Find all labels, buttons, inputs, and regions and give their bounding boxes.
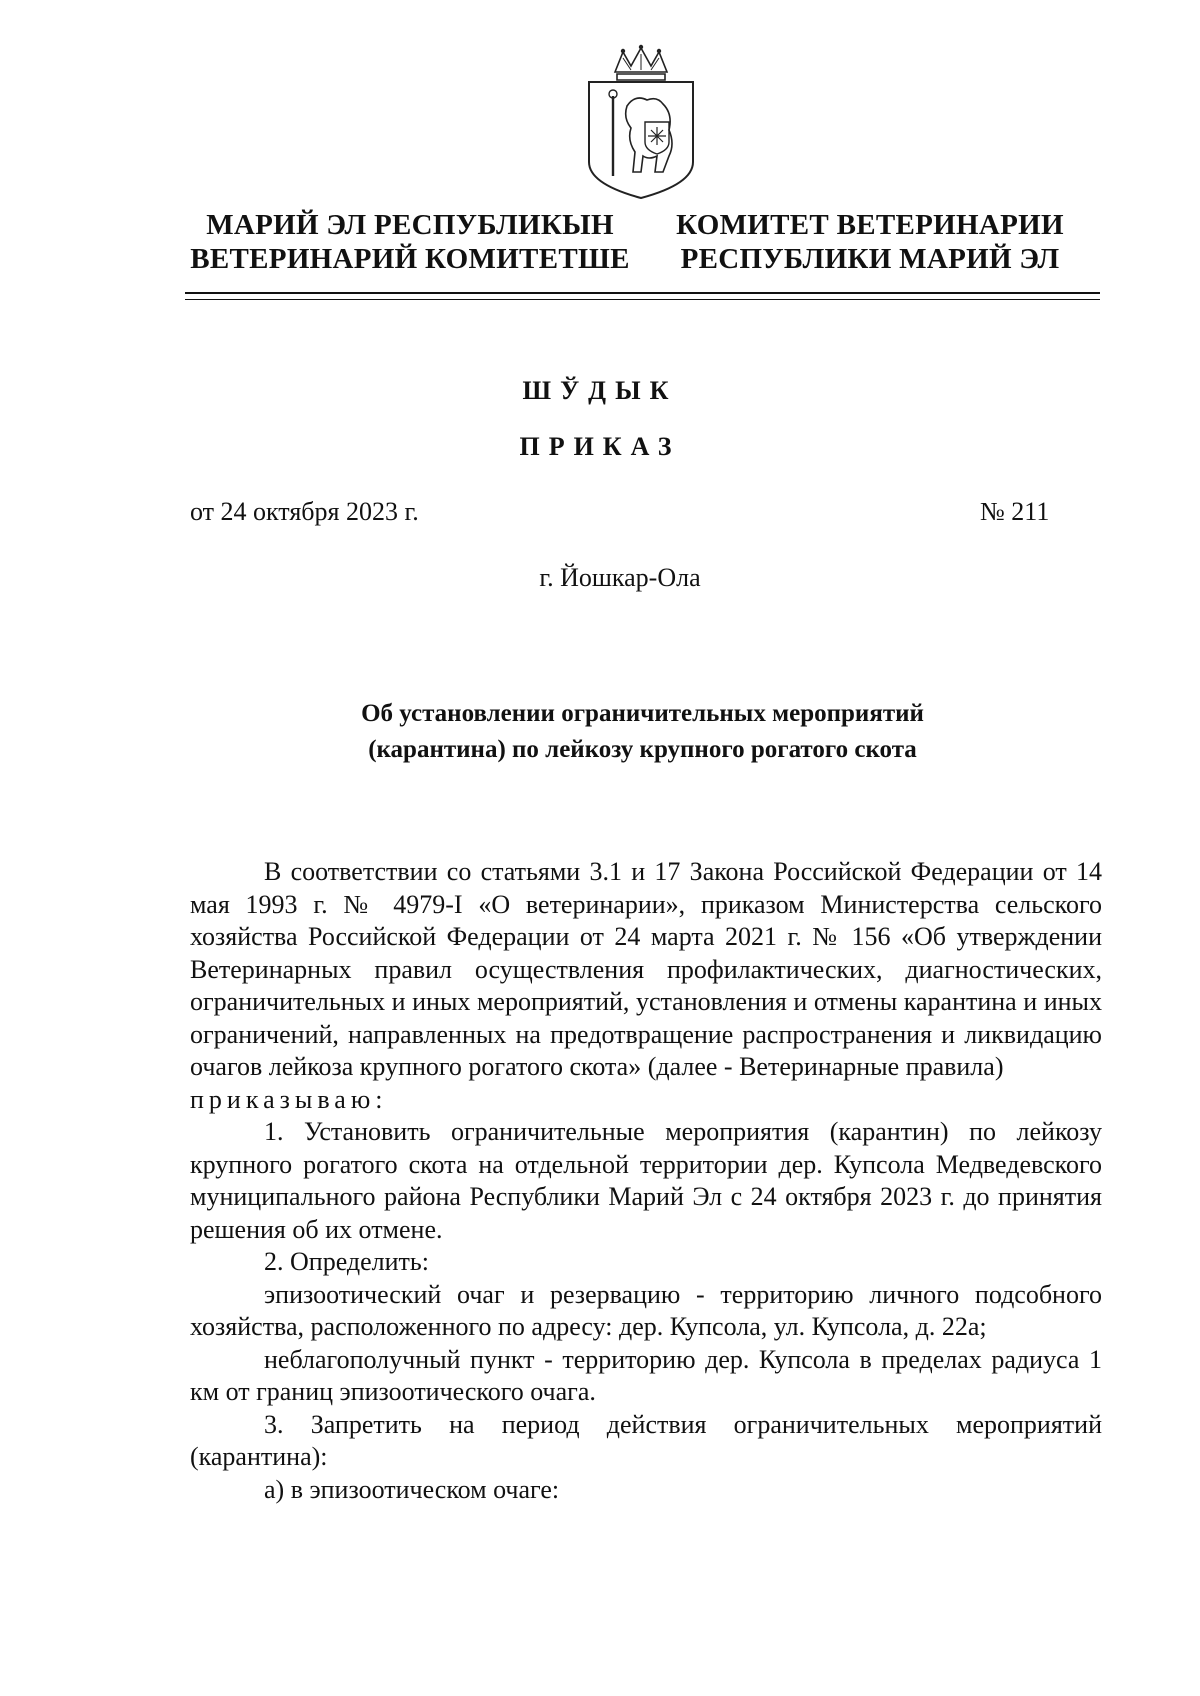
org-name-russian-line-2: РЕСПУБЛИКИ МАРИЙ ЭЛ <box>680 243 1060 275</box>
document-type-russian: ПРИКАЗ <box>519 432 681 461</box>
document-city: г. Йошкар-Ола <box>539 563 701 592</box>
org-name-russian-line-1: КОМИТЕТ ВЕТЕРИНАРИИ <box>676 209 1064 241</box>
preamble-paragraph: В соответствии со статьями 3.1 и 17 Закона Российской Федерации от 14 мая 1993 г. № 4979-I «О ветеринарии», приказом Министерства сельского хозяйства Российской Федерации от 24 марта 2021 г. № 156 «Об утверждении Ветеринарных правил осуществления профилактических, диагностических, ограничительных и иных мероприятий, установления и отмены карантина и иных ограничений, направленных на предотвращение распространения и ликвидацию очагов лейкоза крупного рогатого скота» (далее - Ветеринарные правила) <box>190 857 1102 1081</box>
org-name-mari <box>185 208 635 276</box>
item-2b-paragraph: неблагополучный пункт - территорию дер. Купсола в пределах радиуса 1 км от границ эпизоотического очага. <box>190 1344 1102 1406</box>
order-word: приказываю: <box>190 1084 388 1114</box>
header-divider-thick <box>185 292 1100 294</box>
document-title <box>190 696 1095 768</box>
document-title-line-1: Об установлении ограничительных мероприятий <box>361 700 924 727</box>
document-date: от 24 октября 2023 г. <box>190 497 419 526</box>
coat-of-arms-emblem <box>583 44 699 202</box>
document-title-line-2: (карантина) по лейкозу крупного рогатого скота <box>368 736 917 763</box>
item-3a-paragraph: а) в эпизоотическом очаге: <box>264 1474 560 1504</box>
item-2a-paragraph: эпизоотический очаг и резервацию - территорию личного подсобного хозяйства, расположенного по адресу: дер. Купсола, ул. Купсола, д. 22а; <box>190 1279 1102 1341</box>
item-2-paragraph: 2. Определить: <box>264 1247 429 1276</box>
org-name-mari-line-1: МАРИЙ ЭЛ РЕСПУБЛИКЫН <box>206 209 614 241</box>
document-number: № 211 <box>980 497 1050 526</box>
item-1-paragraph: 1. Установить ограничительные мероприятия (карантин) по лейкозу крупного рогатого скота на отдельной территории дер. Купсола Медведевского муниципального района Республики Марий Эл с 24 октября 2023 г. до принятия решения об их отмене. <box>190 1117 1102 1244</box>
org-name-russian <box>670 208 1070 276</box>
header-divider-thin <box>185 299 1100 300</box>
document-body <box>190 856 1102 1506</box>
document-type-mari: ШЎДЫК <box>522 376 678 405</box>
org-name-mari-line-2: ВЕТЕРИНАРИЙ КОМИТЕТШЕ <box>190 243 630 275</box>
item-3-paragraph: 3. Запретить на период действия ограничительных мероприятий (карантина): <box>190 1409 1102 1471</box>
